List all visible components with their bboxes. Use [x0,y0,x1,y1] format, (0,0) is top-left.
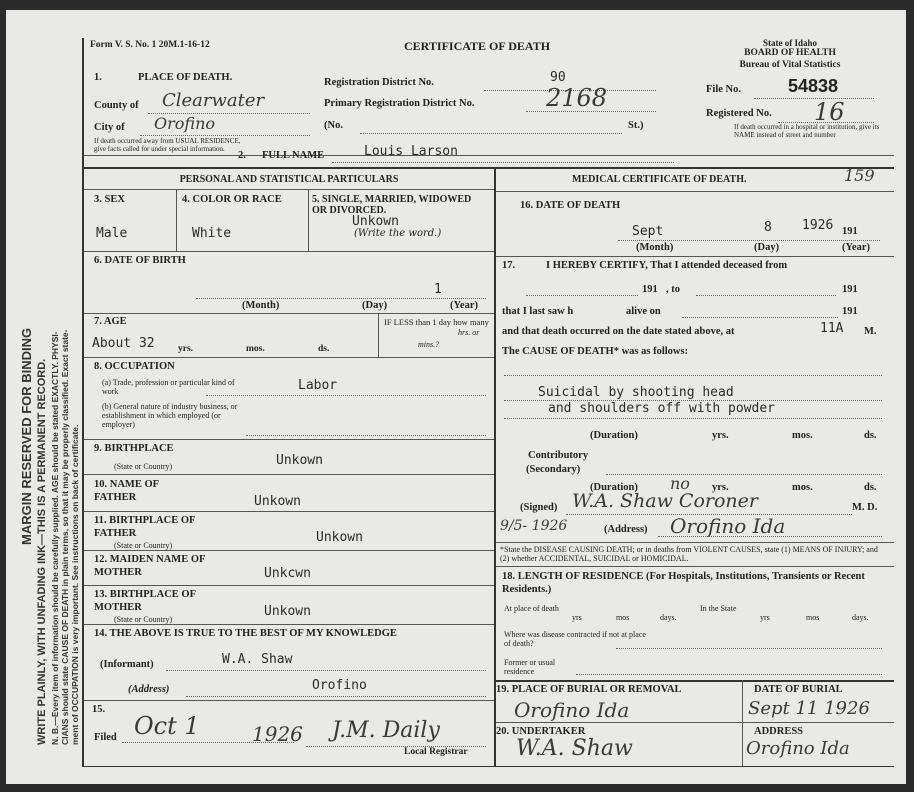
margin-line-1: WRITE PLAINLY, WITH UNFADING INK—THIS IS A PERMANENT RECORD. [36,358,48,745]
state-yrs: yrs [760,613,770,622]
place-yrs: yrs [572,613,582,622]
marital-note: (Write the word.) [354,228,442,239]
medical-handnote: 159 [844,166,875,185]
city-value: Orofino [154,114,216,133]
place-number: 1. [94,72,102,83]
occupation-a-label: (a) Trade, profession or particular kind of work [102,378,235,396]
age-label: 7. AGE [94,316,127,327]
death-year-value: 1926 [802,218,834,233]
age-yrs: yrs. [178,344,194,354]
informant-label: (Informant) [100,659,154,670]
duration-ds-1: ds. [864,430,877,441]
street-label: St.) [628,120,644,131]
father-birthplace-label: 11. BIRTHPLACE OF FATHER [94,515,196,539]
duration-value-2: no [670,474,690,493]
signer-address-label: (Address) [604,524,648,535]
primary-district-label: Primary Registration District No. [324,98,475,109]
city-label: City of [94,122,125,133]
sign-date-value: 9/5- 1926 [500,518,568,534]
county-label: County of [94,100,139,111]
birthplace-label: 9. BIRTHPLACE [94,443,174,454]
hrs-label: hrs. or [458,328,480,337]
certificate-page [6,10,906,784]
md-label: M. D. [852,502,878,513]
alive-on-label: alive on [626,306,661,317]
duration-yrs-1: yrs. [712,430,729,441]
death-occurred-label: and that death occurred on the date stated above, at [502,326,735,337]
father-birthplace-value: Unkown [316,530,363,545]
certificate-title: CERTIFICATE OF DEATH [404,39,551,53]
place-of-death-label: PLACE OF DEATH. [138,72,233,83]
registration-district-label: Registration District No. [324,77,434,88]
death-year-prefix: 191 [842,226,858,237]
place-days: days. [660,613,677,622]
duration-label-2: (Duration) [590,482,638,493]
mother-birthplace-label: 13. BIRTHPLACE OF MOTHER [94,589,196,613]
form-number: Form V. S. No. 1 20M.1-16-12 [90,40,210,50]
occupation-b-label: (b) General nature of industry business, or establishment in which employed (or employer) [102,402,238,429]
cause-footnote: *State the DISEASE CAUSING DEATH; or in deaths from VIOLENT CAUSES, state (1) MEANS OF INJURY; and (2) whether ACCIDENTAL, SUICIDAL or HOMICIDAL. [500,545,878,563]
duration-label-1: (Duration) [590,430,638,441]
mother-birthplace-sub: (State or Country) [114,615,173,624]
birth-date-label: 6. DATE OF BIRTH [94,255,186,266]
registered-number-value: 16 [814,98,845,126]
certify-label: I HEREBY CERTIFY, That I attended deceased from [546,260,788,271]
dob-year-label: (Year) [450,300,478,311]
primary-district-value: 2168 [546,84,608,112]
birth-date-value: 1 [434,282,442,297]
registrar-label: Local Registrar [404,747,468,757]
state-mos: mos [806,613,820,622]
date-of-death-label: 16. DATE OF DEATH [520,200,621,211]
filed-year-value: 1926 [252,722,303,746]
former-residence-label: Former or usual residence [504,658,556,676]
in-state-label: In the State [700,604,737,613]
bureau-name: Bureau of Vital Statistics [739,60,841,70]
marital-label: 5. SINGLE, MARRIED, WIDOWED OR DIVORCED. [312,194,472,216]
undertaker-address-value: Orofino Ida [746,738,850,759]
informant-value: W.A. Shaw [222,652,293,667]
attended-to-year: 191 [842,284,858,295]
dod-day-label: (Day) [754,242,780,253]
father-name-value: Unkown [254,494,301,509]
at-place-label: At place of death [504,604,559,613]
full-name-value: Louis Larson [364,144,458,159]
signed-value: W.A. Shaw Coroner [572,490,758,512]
burial-place-label: 19. PLACE OF BURIAL OR REMOVAL [496,684,682,695]
hospital-note: If death occurred in a hospital or institution, give its NAME instead of street and number [734,123,880,139]
color-label: 4. COLOR OR RACE [182,194,282,205]
file-number-label: File No. [706,84,741,95]
dob-day-label: (Day) [362,300,388,311]
cause-line-1: Suicidal by shooting head [538,385,734,400]
death-time-value: 11A [820,321,844,336]
undertaker-label: 20. UNDERTAKER [496,726,586,737]
state-days: days. [852,613,869,622]
sex-label: 3. SEX [94,194,125,205]
father-birthplace-sub: (State or Country) [114,541,173,550]
place-mos: mos [616,613,630,622]
margin-line-3: CIANS should state CAUSE OF DEATH in plain terms, so that it may be properly classified. Exact state- [60,329,70,745]
county-value: Clearwater [162,90,265,111]
file-number-value: 54838 [788,76,839,96]
street-number-label: (No. [324,120,343,131]
signer-address-value: Orofino Ida [670,514,786,538]
mother-birthplace-value: Unkown [264,604,311,619]
informant-address-value: Orofino [312,678,367,693]
medical-heading: MEDICAL CERTIFICATE OF DEATH. [572,174,747,185]
birthplace-sub: (State or Country) [114,462,173,471]
contributory-label: Contributory [528,450,589,461]
full-name-number: 2. [238,150,246,161]
attended-to-label: , to [666,284,680,295]
filed-number: 15. [92,704,106,715]
occupation-value: Labor [298,378,338,393]
filed-label: Filed [94,732,117,743]
dob-month-label: (Month) [242,300,280,311]
death-time-meridiem: M. [864,326,877,337]
state-name: State of Idaho [762,38,817,48]
death-day-value: 8 [764,220,772,235]
disease-contracted-label: Where was disease contracted if not at place of death? [504,630,646,648]
less-than-day-label: IF LESS than 1 day how many [384,317,489,327]
alive-on-year: 191 [842,306,858,317]
binding-margin-text: MARGIN RESERVED FOR BINDING [19,327,34,545]
dod-year-label: (Year) [842,242,870,253]
undertaker-value: W.A. Shaw [516,736,633,761]
margin-line-2: N. B.—Every item of information should be carefully supplied. AGE should be stated EXACTLY. PHYSI- [50,331,60,745]
duration-mos-2: mos. [792,482,813,493]
cause-line-2: and shoulders off with powder [548,401,775,416]
sex-value: Male [96,226,128,241]
age-ds: ds. [318,344,330,354]
signed-label: (Signed) [520,502,558,513]
registration-district-value: 90 [550,70,566,85]
age-value: About 32 [92,336,155,351]
father-name-label: 10. NAME OF FATHER [94,479,159,503]
full-name-label: FULL NAME [262,150,325,161]
registered-number-label: Registered No. [706,108,772,119]
mother-name-value: Unkcwn [264,566,311,581]
age-mos: mos. [246,344,265,354]
attended-from-year: 191 [642,284,658,295]
burial-place-value: Orofino Ida [514,698,630,722]
burial-date-value: Sept 11 1926 [748,698,870,719]
registrar-signature: J.M. Daily [332,718,440,743]
death-month-value: Sept [632,224,664,239]
residence-length-label: 18. LENGTH OF RESIDENCE (For Hospitals, Institutions, Transients or Recent Residents.) [502,571,865,595]
birthplace-value: Unkown [276,453,323,468]
dod-month-label: (Month) [636,242,674,253]
secondary-label: (Secondary) [526,464,581,475]
true-statement-label: 14. THE ABOVE IS TRUE TO THE BEST OF MY KNOWLEDGE [94,628,397,639]
undertaker-address-label: ADDRESS [754,726,804,737]
informant-address-label: (Address) [128,684,170,695]
duration-mos-1: mos. [792,430,813,441]
filed-date-value: Oct 1 [134,712,200,740]
margin-line-4: ment of OCCUPATION is very important. See instructions on back of certificate. [70,424,80,745]
residence-note: If death occurred away from USUAL RESIDENCE, give facts called for under special information. [94,137,241,153]
occupation-label: 8. OCCUPATION [94,361,175,372]
last-saw-label: that I last saw h [502,306,574,317]
certify-number: 17. [502,260,516,271]
mins-label: mins.? [418,340,440,349]
mother-name-label: 12. MAIDEN NAME OF MOTHER [94,554,206,578]
duration-ds-2: ds. [864,482,877,493]
personal-heading: PERSONAL AND STATISTICAL PARTICULARS [179,174,399,185]
burial-date-label: DATE OF BURIAL [754,684,843,695]
duration-yrs-2: yrs. [712,482,729,493]
color-value: White [192,226,232,241]
marital-value: Unkown [352,214,399,229]
board-name: BOARD OF HEALTH [744,48,836,58]
cause-of-death-label: The CAUSE OF DEATH* was as follows: [502,346,689,357]
